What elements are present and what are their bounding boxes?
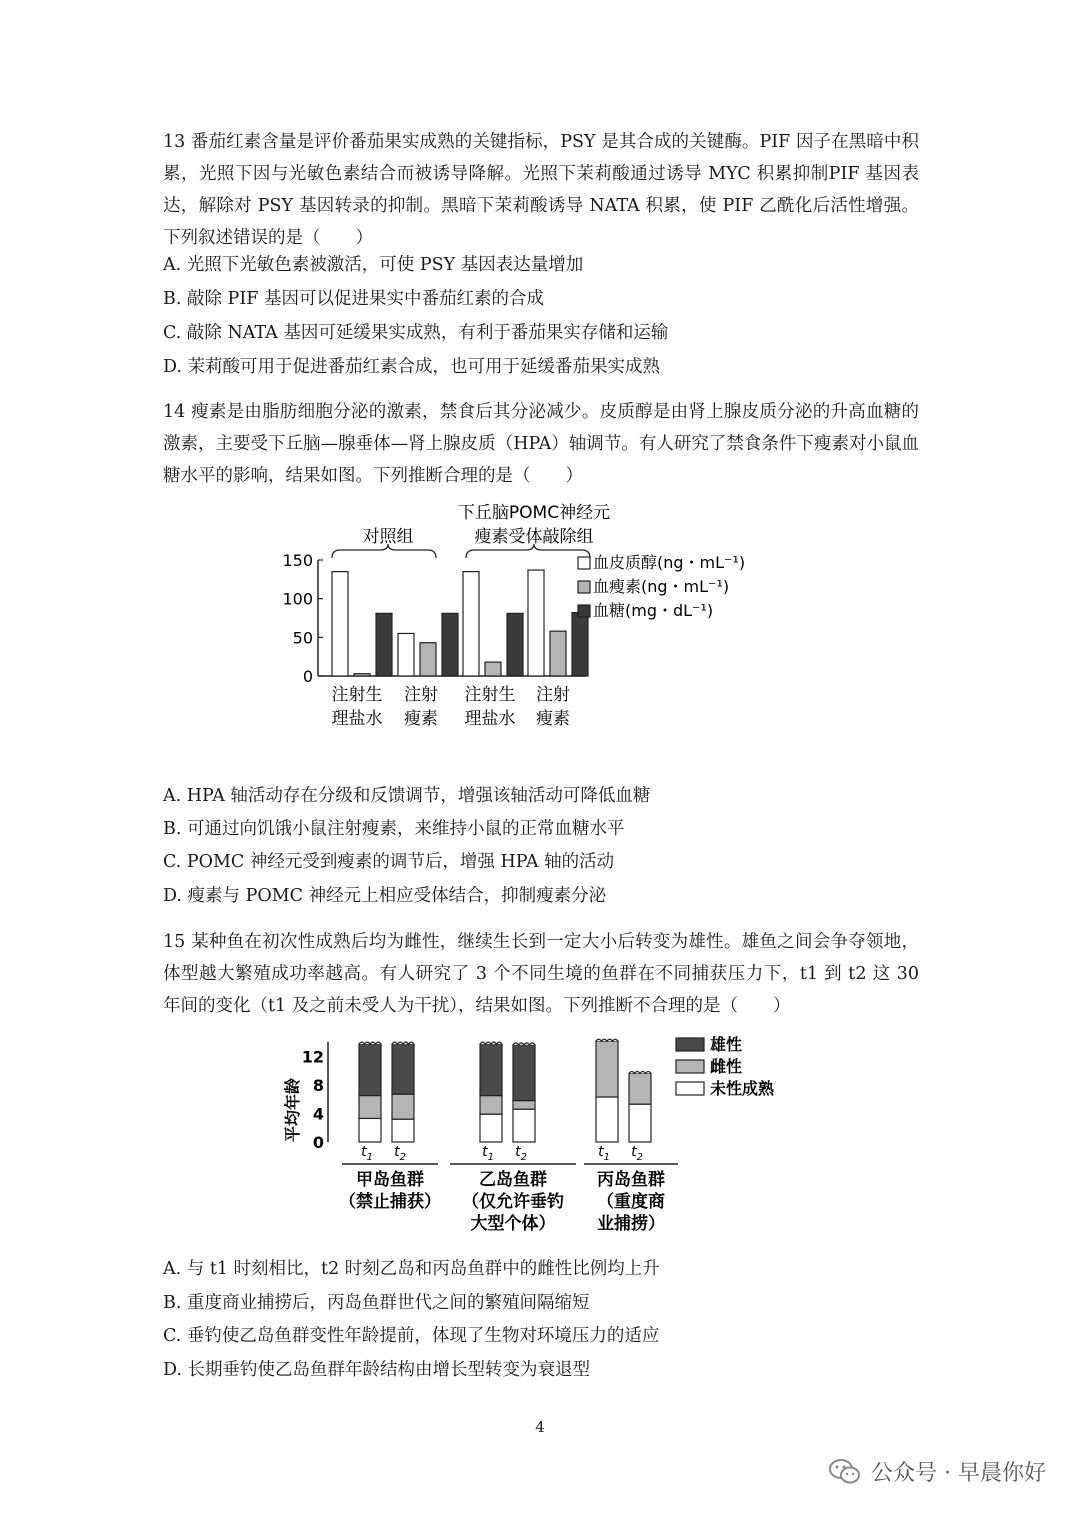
watermark	[829, 1456, 1046, 1487]
legend-swatch	[578, 605, 590, 617]
group-label-knockout-2: 瘦素受体敲除组	[474, 527, 594, 547]
y-tick-label: 150	[282, 551, 313, 570]
q13-option-b: B. 敲除 PIF 基因可以促进果实中番茄红素的合成	[163, 289, 544, 309]
group-label: 甲岛鱼群	[356, 1170, 424, 1190]
chart-fish-age	[280, 1028, 820, 1238]
group-label: 业捕捞）	[597, 1214, 665, 1234]
legend-label: 未性成熟	[710, 1079, 775, 1098]
bar	[420, 643, 436, 676]
group-labels	[339, 1164, 678, 1234]
q14-stem: 14 瘦素是由脂肪细胞分泌的激素，禁食后其分泌减少。皮质醇是由肾上腺皮质分泌的升高血糖的激素，主要受下丘脑—腺垂体—肾上腺皮质（HPA）轴调节。有人研究了禁食条件下瘦素对小鼠血糖水平的影响，结果如图。下列推断合理的是（ ）	[163, 402, 919, 486]
bar-segment	[392, 1119, 414, 1142]
y-tick-label: 100	[282, 589, 313, 609]
bar-segment	[629, 1104, 651, 1142]
legend-label: 血瘦素(ng・mL⁻¹)	[593, 577, 730, 596]
legend-label: 血皮质醇(ng・mL⁻¹)	[593, 553, 746, 572]
x-label-1b: 理盐水	[331, 709, 383, 729]
q15-option-c: C. 垂钓使乙岛鱼群变性年龄提前，体现了生物对环境压力的适应	[163, 1326, 660, 1346]
x-label-3a: 注射生	[464, 685, 516, 705]
q15-stem: 15 某种鱼在初次性成熟后均为雌性，继续生长到一定大小后转变为雄性。雄鱼之间会争夺领地，体型越大繁殖成功率越高。有人研究了 3 个不同生境的鱼群在不同捕获压力下，t1 到 t2 这 30 年间的变化（t1 及之前未受人为干扰），结果如图。下列推断不合理的是（ ）	[163, 932, 919, 1016]
bar-segment	[596, 1097, 618, 1142]
legend-swatch	[676, 1082, 704, 1095]
group-label: 丙岛鱼群	[597, 1170, 665, 1190]
x-label-3b: 理盐水	[464, 709, 516, 729]
legend-swatch	[578, 581, 590, 593]
x-label-2a: 注射	[404, 685, 438, 705]
bar	[354, 674, 370, 676]
bar-segment	[513, 1109, 535, 1142]
group-label: 大型个体）	[470, 1214, 556, 1234]
bar	[442, 613, 458, 676]
y-ticks	[302, 1047, 324, 1152]
bar	[550, 631, 566, 676]
x-label-1a: 注射生	[331, 685, 383, 705]
bar-segment	[513, 1045, 535, 1101]
y-ticks	[282, 551, 323, 686]
bar	[398, 633, 414, 676]
bar	[507, 613, 523, 676]
x-tick-label: $t_1$	[482, 1144, 494, 1163]
bar-segment	[359, 1118, 381, 1142]
bar-segment	[480, 1044, 502, 1095]
bar-break-mark	[359, 1042, 381, 1044]
bar	[332, 572, 348, 676]
bar-segment	[359, 1044, 381, 1095]
q14-option-a: A. HPA 轴活动存在分级和反馈调节，增强该轴活动可降低血糖	[163, 786, 651, 806]
q13-option-a: A. 光照下光敏色素被激活，可使 PSY 基因表达量增加	[163, 255, 584, 275]
group-label: 乙岛鱼群	[479, 1170, 547, 1190]
bar	[485, 662, 501, 676]
x-label-4b: 瘦素	[536, 709, 570, 729]
x-label-4a: 注射	[536, 685, 570, 705]
group-label: （禁止捕获）	[339, 1192, 441, 1212]
y-tick-label: 0	[302, 667, 313, 686]
y-tick-label: 50	[292, 628, 313, 648]
q14-option-c: C. POMC 神经元受到瘦素的调节后，增强 HPA 轴的活动	[163, 852, 615, 872]
bar-segment	[480, 1096, 502, 1115]
q13-stem: 13 番茄红素含量是评价番茄果实成熟的关键指标，PSY 是其合成的关键酶。PIF 因子在黑暗中积累，光照下因与光敏色素结合而被诱导降解。光照下茉莉酸通过诱导 MYC 积累抑制PIF 基因表达，解除对 PSY 基因转录的抑制。黑暗下茉莉酸诱导 NATA 积累，使 PIF 乙酰化后活性增强。下列叙述错误的是（ ）	[163, 132, 919, 248]
group-label: （仅允许垂钓	[462, 1192, 564, 1212]
legend-label: 血糖(mg・dL⁻¹)	[593, 601, 714, 620]
bar-break-mark	[596, 1039, 618, 1041]
y-tick-label: 8	[312, 1075, 324, 1095]
x-tick-label: $t_1$	[598, 1144, 610, 1163]
legend-swatch	[676, 1060, 704, 1073]
watermark-text: 公众号 · 早晨你好	[871, 1461, 1046, 1486]
y-tick-label: 12	[301, 1047, 324, 1067]
y-tick-label: 0	[312, 1133, 324, 1152]
x-tick-label: $t_2$	[515, 1144, 527, 1163]
bar-segment	[359, 1096, 381, 1119]
q14-option-d: D. 瘦素与 POMC 神经元上相应受体结合，抑制瘦素分泌	[163, 886, 607, 906]
bar	[376, 613, 392, 676]
legend	[578, 553, 745, 620]
bar	[572, 613, 588, 676]
legend-label: 雄性	[710, 1035, 743, 1054]
q13-option-d: D. 茉莉酸可用于促进番茄红素合成，也可用于延缓番茄果实成熟	[163, 357, 661, 377]
bar-break-mark	[480, 1042, 502, 1044]
x-tick-label: $t_2$	[631, 1144, 643, 1163]
q15-option-d: D. 长期垂钓使乙岛鱼群年龄结构由增长型转变为衰退型	[163, 1360, 591, 1380]
x-tick-label: $t_1$	[361, 1144, 373, 1163]
group-label-control: 对照组	[362, 527, 414, 547]
legend	[676, 1035, 775, 1098]
bar-break-mark	[629, 1071, 651, 1073]
bar-break-mark	[513, 1043, 535, 1045]
bar-segment	[392, 1044, 414, 1094]
bar-segment	[513, 1101, 535, 1110]
group-label: （重度商	[597, 1192, 665, 1212]
legend-swatch	[676, 1038, 704, 1051]
legend-swatch	[578, 557, 590, 569]
page-number: 4	[535, 1418, 545, 1436]
legend-label: 雌性	[710, 1057, 743, 1076]
y-tick-label: 4	[312, 1104, 324, 1124]
q15-option-a: A. 与 t1 时刻相比，t2 时刻乙岛和丙岛鱼群中的雌性比例均上升	[163, 1259, 660, 1279]
wechat-icon	[829, 1459, 861, 1485]
bar-segment	[629, 1073, 651, 1104]
x-label-2b: 瘦素	[404, 709, 438, 729]
bar-segment	[392, 1094, 414, 1119]
bar	[463, 572, 479, 676]
q14-option-b: B. 可通过向饥饿小鼠注射瘦素，来维持小鼠的正常血糖水平	[163, 819, 625, 839]
bars	[332, 570, 588, 676]
y-axis-label: 平均年龄	[283, 1077, 302, 1143]
bar-segment	[596, 1041, 618, 1097]
bars	[359, 1039, 651, 1142]
bar	[528, 570, 544, 676]
chart-leptin	[280, 498, 760, 738]
bar-segment	[480, 1114, 502, 1142]
x-tick-label: $t_2$	[394, 1144, 406, 1163]
x-tick-labels	[361, 1144, 643, 1163]
q13-option-c: C. 敲除 NATA 基因可延缓果实成熟，有利于番茄果实存储和运输	[163, 323, 669, 343]
bar-break-mark	[392, 1042, 414, 1044]
q15-option-b: B. 重度商业捕捞后，丙岛鱼群世代之间的繁殖间隔缩短	[163, 1293, 590, 1313]
group-label-knockout-1: 下丘脑POMC神经元	[457, 503, 611, 523]
